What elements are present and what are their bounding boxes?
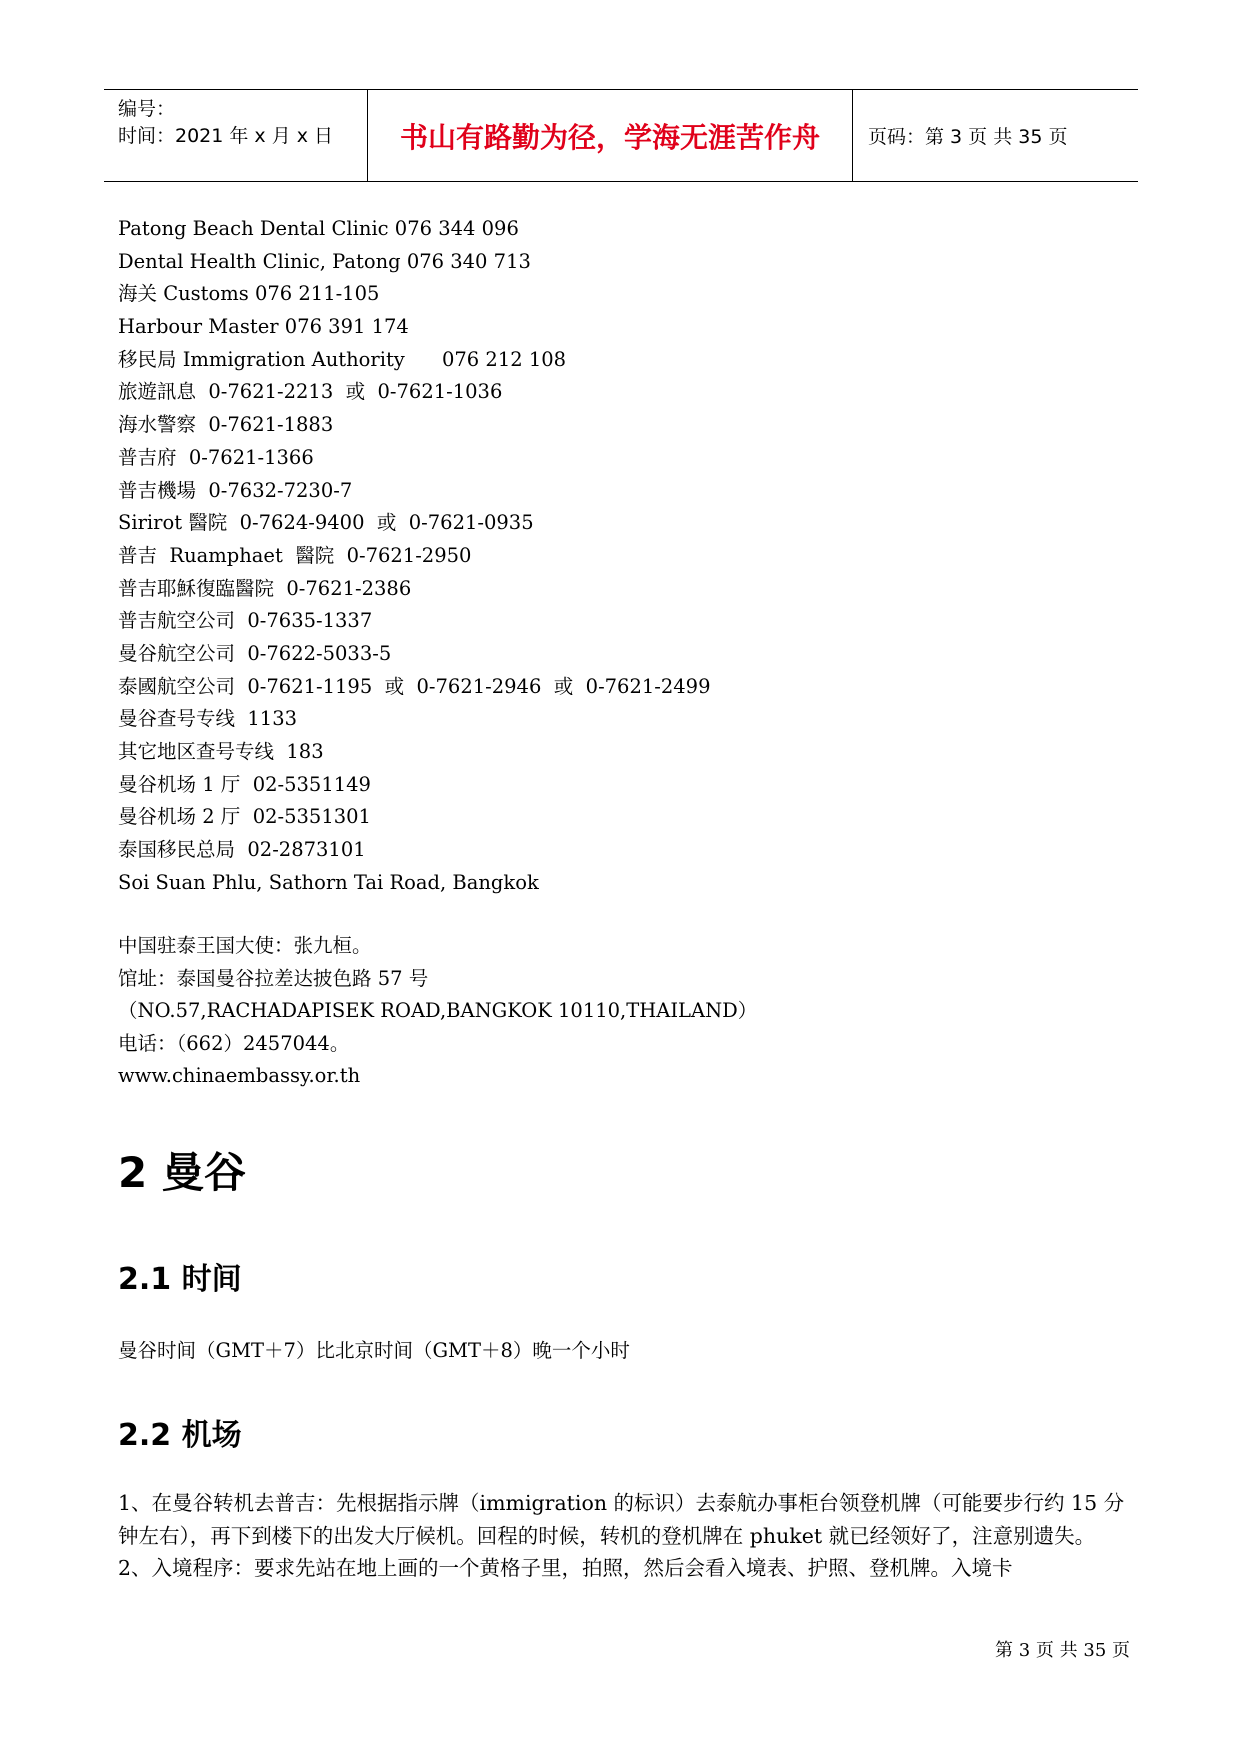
embassy-ambassador: 中国驻泰王国大使：张九桓。	[118, 934, 372, 957]
contact-line: 普吉府 0-7621-1366	[118, 445, 314, 469]
airport-paragraph: 2、入境程序：要求先站在地上画的一个黄格子里，拍照，然后会看入境表、护照、登机牌。入境卡	[118, 1556, 1013, 1580]
header-divider	[852, 90, 853, 181]
page-footer: 第 3 页 共 35 页	[995, 1640, 1130, 1661]
contact-line: Sirirot 醫院 0-7624-9400 或 0-7621-0935	[118, 511, 534, 535]
contact-line: 泰国移民总局 02-2873101	[118, 838, 366, 862]
contact-line: 移民局 Immigration Authority 076 212 108	[118, 347, 567, 371]
embassy-info	[118, 930, 1118, 1093]
contact-line: 普吉航空公司 0-7635-1337	[118, 609, 373, 633]
contact-line: 泰國航空公司 0-7621-1195 或 0-7621-2946 或 0-7621-2499	[118, 674, 711, 698]
header-motto: 书山有路勤为径，学海无涯苦作舟	[399, 120, 820, 154]
contact-list	[118, 213, 1118, 899]
contact-line: 普吉 Ruamphaet 醫院 0-7621-2950	[118, 543, 472, 567]
contact-line: 曼谷查号专线 1133	[118, 707, 298, 731]
contact-line: Soi Suan Phlu, Sathorn Tai Road, Bangkok	[118, 870, 539, 894]
page-header	[104, 89, 1138, 182]
contact-line: 海水警察 0-7621-1883	[118, 413, 334, 437]
header-meta	[118, 90, 368, 181]
contact-line: 曼谷航空公司 0-7622-5033-5	[118, 641, 392, 665]
contact-line: 曼谷机场 1 厅 02-5351149	[118, 772, 371, 796]
time-text: 曼谷时间（GMT＋7）比北京时间（GMT＋8）晚一个小时	[118, 1339, 630, 1362]
contact-line: Dental Health Clinic, Patong 076 340 713	[118, 249, 531, 273]
contact-line: 普吉耶穌復臨醫院 0-7621-2386	[118, 576, 412, 600]
contact-line: 海关 Customs 076 211-105	[118, 282, 380, 306]
embassy-website: www.chinaembassy.or.th	[118, 1064, 361, 1087]
contact-line: 普吉機場 0-7632-7230-7	[118, 478, 353, 502]
embassy-phone: 电话：（662）2457044。	[118, 1031, 350, 1055]
contact-line: 曼谷机场 2 厅 02-5351301	[118, 805, 371, 829]
airport-paragraphs	[118, 1487, 1128, 1585]
header-page-number: 页码：第 3 页 共 35 页	[868, 126, 1068, 148]
contact-line: Patong Beach Dental Clinic 076 344 096	[118, 217, 519, 240]
contact-line: 旅遊訊息 0-7621-2213 或 0-7621-1036	[118, 380, 503, 404]
section-heading-bangkok: 2 曼谷	[118, 1148, 246, 1197]
airport-paragraph: 1、在曼谷转机去普吉：先根据指示牌（immigration 的标识）去泰航办事柜台领登机牌（可能要步行约 15 分钟左右），再下到楼下的出发大厅候机。回程的时候，转机的登机牌在 phuket 就已经领好了，注意别遗失。	[118, 1491, 1125, 1548]
contact-line: 其它地区查号专线 183	[118, 740, 324, 763]
embassy-address-en: （NO.57,RACHADAPISEK ROAD,BANGKOK 10110,THAILAND）	[118, 999, 758, 1022]
document-date: 时间：2021 年 x 月 x 日	[118, 125, 334, 147]
embassy-address: 馆址：泰国曼谷拉差达披色路 57 号	[118, 966, 429, 990]
contact-line: Harbour Master 076 391 174	[118, 315, 409, 339]
subsection-heading-airport: 2.2 机场	[118, 1418, 242, 1453]
subsection-heading-time: 2.1 时间	[118, 1262, 242, 1297]
document-number-label: 编号：	[118, 98, 176, 120]
